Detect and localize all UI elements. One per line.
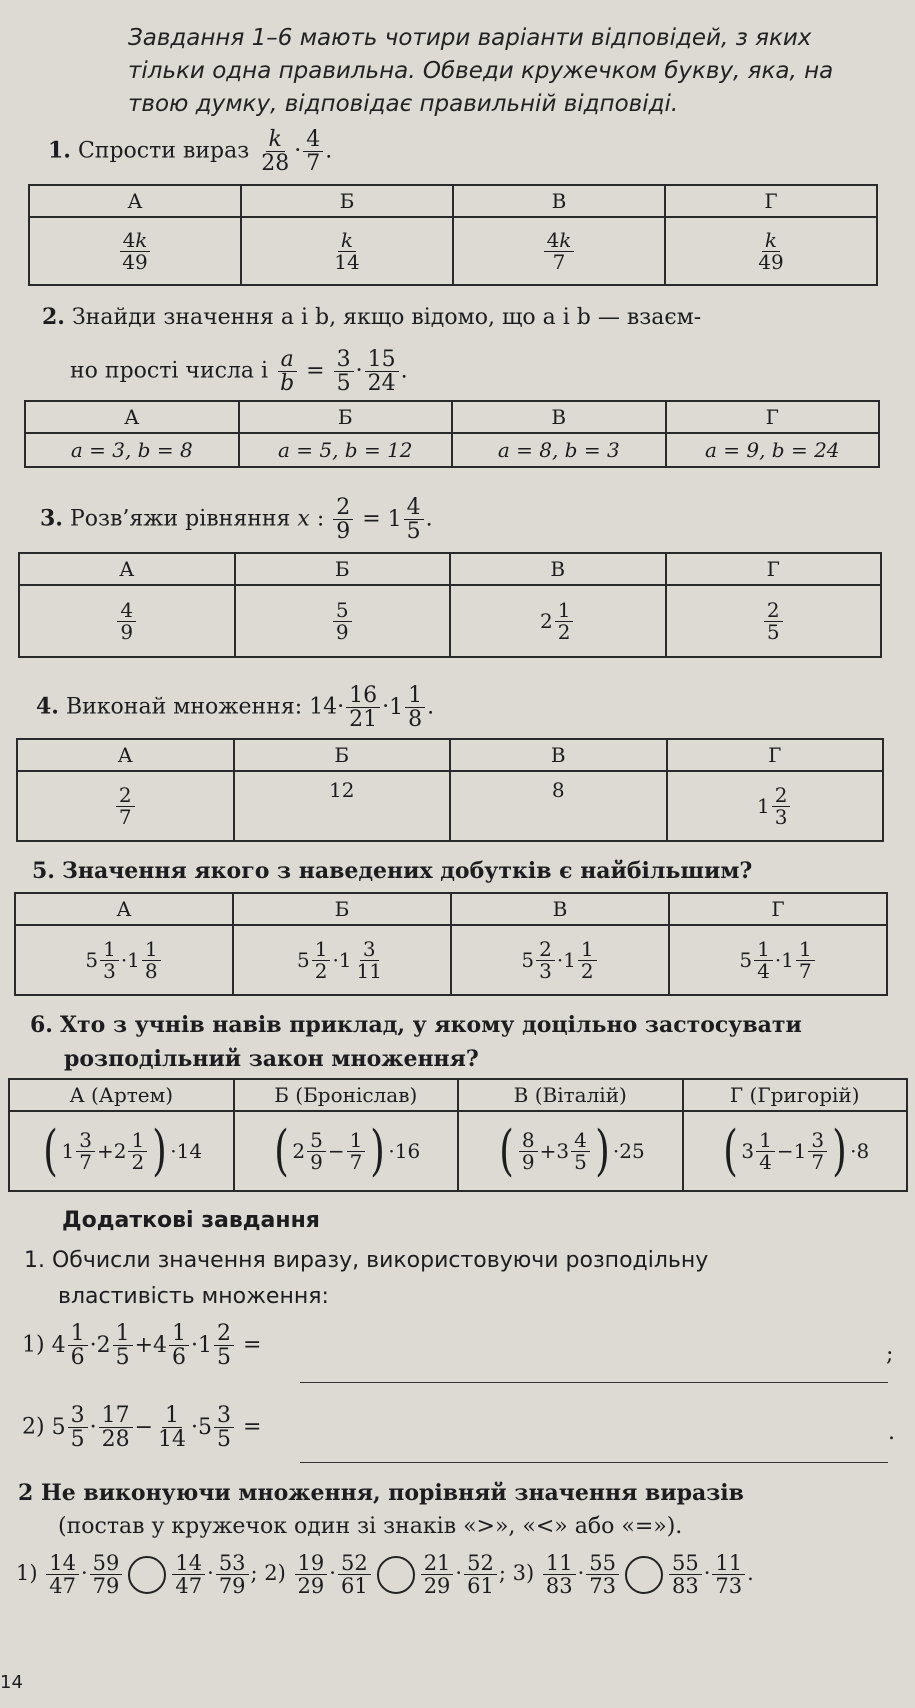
compare-circle-2[interactable] [377, 1556, 415, 1594]
option-b[interactable]: Б [233, 893, 451, 925]
task-2-answers [24, 400, 880, 468]
task-1-answers [28, 184, 878, 286]
task-2: 2. Знайди значення a і b, якщо відомо, що a і b — взаєм- [42, 304, 702, 330]
extra-1-item-1: 1) 4 1 6 ·2 1 5 +4 1 6 ·1 2 5 = [22, 1321, 262, 1371]
extra-1-line2: властивість множення: [58, 1284, 329, 1309]
task-3-answers [18, 552, 882, 658]
task-4: 4. Виконай множення: 14· $\frac{16}{21}$ ·1 1 8 . [36, 683, 435, 733]
compare-circle-3[interactable] [625, 1556, 663, 1594]
answer-c: ( 8 9 +3 4 5 ) ·25 [458, 1111, 683, 1191]
page-number: 14 [0, 1672, 23, 1693]
answer-d: ( 3 1 4 −1 3 7 ) ·8 [683, 1111, 908, 1191]
option-d[interactable]: Г [667, 739, 884, 771]
answer-b: $\frac{k}{14}$ [241, 217, 453, 285]
compare-circle-1[interactable] [128, 1556, 166, 1594]
option-c[interactable]: В [453, 185, 665, 217]
extra-1: 1. Обчисли значення виразу, використовуючи розподільну [24, 1248, 709, 1273]
extra-2-line2: (постав у кружечок один зі знаків «>», «<» або «=»). [58, 1514, 683, 1539]
option-b[interactable]: Б [234, 739, 451, 771]
option-a[interactable]: А [15, 893, 233, 925]
task-6-line2: розподільний закон множення? [64, 1046, 479, 1072]
extra-2: 2 Не виконуючи множення, порівняй значення виразів [18, 1480, 744, 1506]
option-a[interactable]: А [29, 185, 241, 217]
answer-a: a = 3, b = 8 [25, 433, 239, 467]
option-c[interactable]: В [450, 553, 666, 585]
answer-c: 2 1 2 [450, 585, 666, 657]
answer-a: $\frac{4k}{49}$ [29, 217, 241, 285]
answer-c: 5 2 3 ·1 1 2 [451, 925, 669, 995]
task-5-answers [14, 892, 888, 996]
task-2-line2: но прості числа і $\frac{a}{b}$ = $\frac{3}{5}$ · $\frac{15}{24}$ . [70, 347, 408, 397]
option-c[interactable]: В [451, 893, 669, 925]
option-c[interactable]: В [452, 401, 666, 433]
task-1-text: Спрости вираз [77, 138, 250, 164]
extra-title: Додаткові завдання [62, 1208, 320, 1233]
option-d[interactable]: Г (Григорій) [683, 1079, 908, 1111]
option-b[interactable]: Б [241, 185, 453, 217]
answer-c: 8 [450, 771, 667, 841]
option-d[interactable]: Г [666, 401, 880, 433]
instructions: Завдання 1–6 мають чотири варіанти відповідей, з яких тільки одна правильна. Обведи кружечком букву, яка, на твою думку, відповідає правильній відповіді. [128, 25, 834, 117]
answer-line-2[interactable] [300, 1462, 888, 1463]
answer-d: a = 9, b = 24 [666, 433, 880, 467]
answer-a: 5 1 3 ·1 1 8 [15, 925, 233, 995]
answer-d: 1 2 3 [667, 771, 884, 841]
option-d[interactable]: Г [665, 185, 877, 217]
period: . [888, 1420, 895, 1445]
answer-b: 5 1 2 ·1 3 11 [233, 925, 451, 995]
answer-a: $\frac{4}{9}$ [19, 585, 235, 657]
answer-a: $\frac{2}{7}$ [17, 771, 234, 841]
option-d[interactable]: Г [666, 553, 882, 585]
task-1: 1. Спрости вираз $\frac{k}{28}$ · $\frac{4}{7}$ . [48, 127, 333, 177]
answer-d: 5 1 4 ·1 1 7 [669, 925, 887, 995]
answer-c: $\frac{4k}{7}$ [453, 217, 665, 285]
answer-b: a = 5, b = 12 [239, 433, 453, 467]
task-6-answers [8, 1078, 908, 1192]
answer-d: $\frac{2}{5}$ [666, 585, 882, 657]
option-b[interactable]: Б (Броніслав) [234, 1079, 459, 1111]
option-a[interactable]: А [17, 739, 234, 771]
extra-1-item-2: 2) 5 3 5 · 17 28 − 1 14 ·5 3 5 = [22, 1403, 262, 1453]
option-a[interactable]: А [19, 553, 235, 585]
answer-a: ( 1 3 7 +2 1 2 ) ·14 [9, 1111, 234, 1191]
answer-b: $\frac{5}{9}$ [235, 585, 451, 657]
answer-b: ( 2 5 9 − 1 7 ) ·16 [234, 1111, 459, 1191]
extra-2-items: 1) $\frac{14}{47}$ · $\frac{59}{79}$ $\frac{14}{47}$ · $\frac{53}{79}$ ; 2) $\frac{19}{29}$ · $\frac{52}{61}$ $\frac{21}{29}$ · $\frac{52}{61}$ ; 3) $\frac{11}{83}$ · $\frac{55}{73}$ $\frac{55}{83}$ · $\frac{11}{73}$ . [16, 1551, 754, 1599]
answer-b: 12 [234, 771, 451, 841]
option-b[interactable]: Б [235, 553, 451, 585]
option-c[interactable]: В [450, 739, 667, 771]
option-d[interactable]: Г [669, 893, 887, 925]
semicolon: ; [886, 1342, 894, 1367]
option-a[interactable]: А (Артем) [9, 1079, 234, 1111]
task-6: 6. Хто з учнів навів приклад, у якому доцільно застосувати [30, 1012, 802, 1038]
task-4-answers [16, 738, 884, 842]
answer-c: a = 8, b = 3 [452, 433, 666, 467]
option-c[interactable]: В (Віталій) [458, 1079, 683, 1111]
option-a[interactable]: А [25, 401, 239, 433]
option-b[interactable]: Б [239, 401, 453, 433]
answer-line-1[interactable] [300, 1382, 888, 1383]
answer-d: $\frac{k}{49}$ [665, 217, 877, 285]
task-5: 5. Значення якого з наведених добутків є найбільшим? [32, 858, 753, 884]
task-3: 3. Розв’яжи рівняння x : $\frac{2}{9}$ = 1 4 5 . [40, 495, 433, 545]
